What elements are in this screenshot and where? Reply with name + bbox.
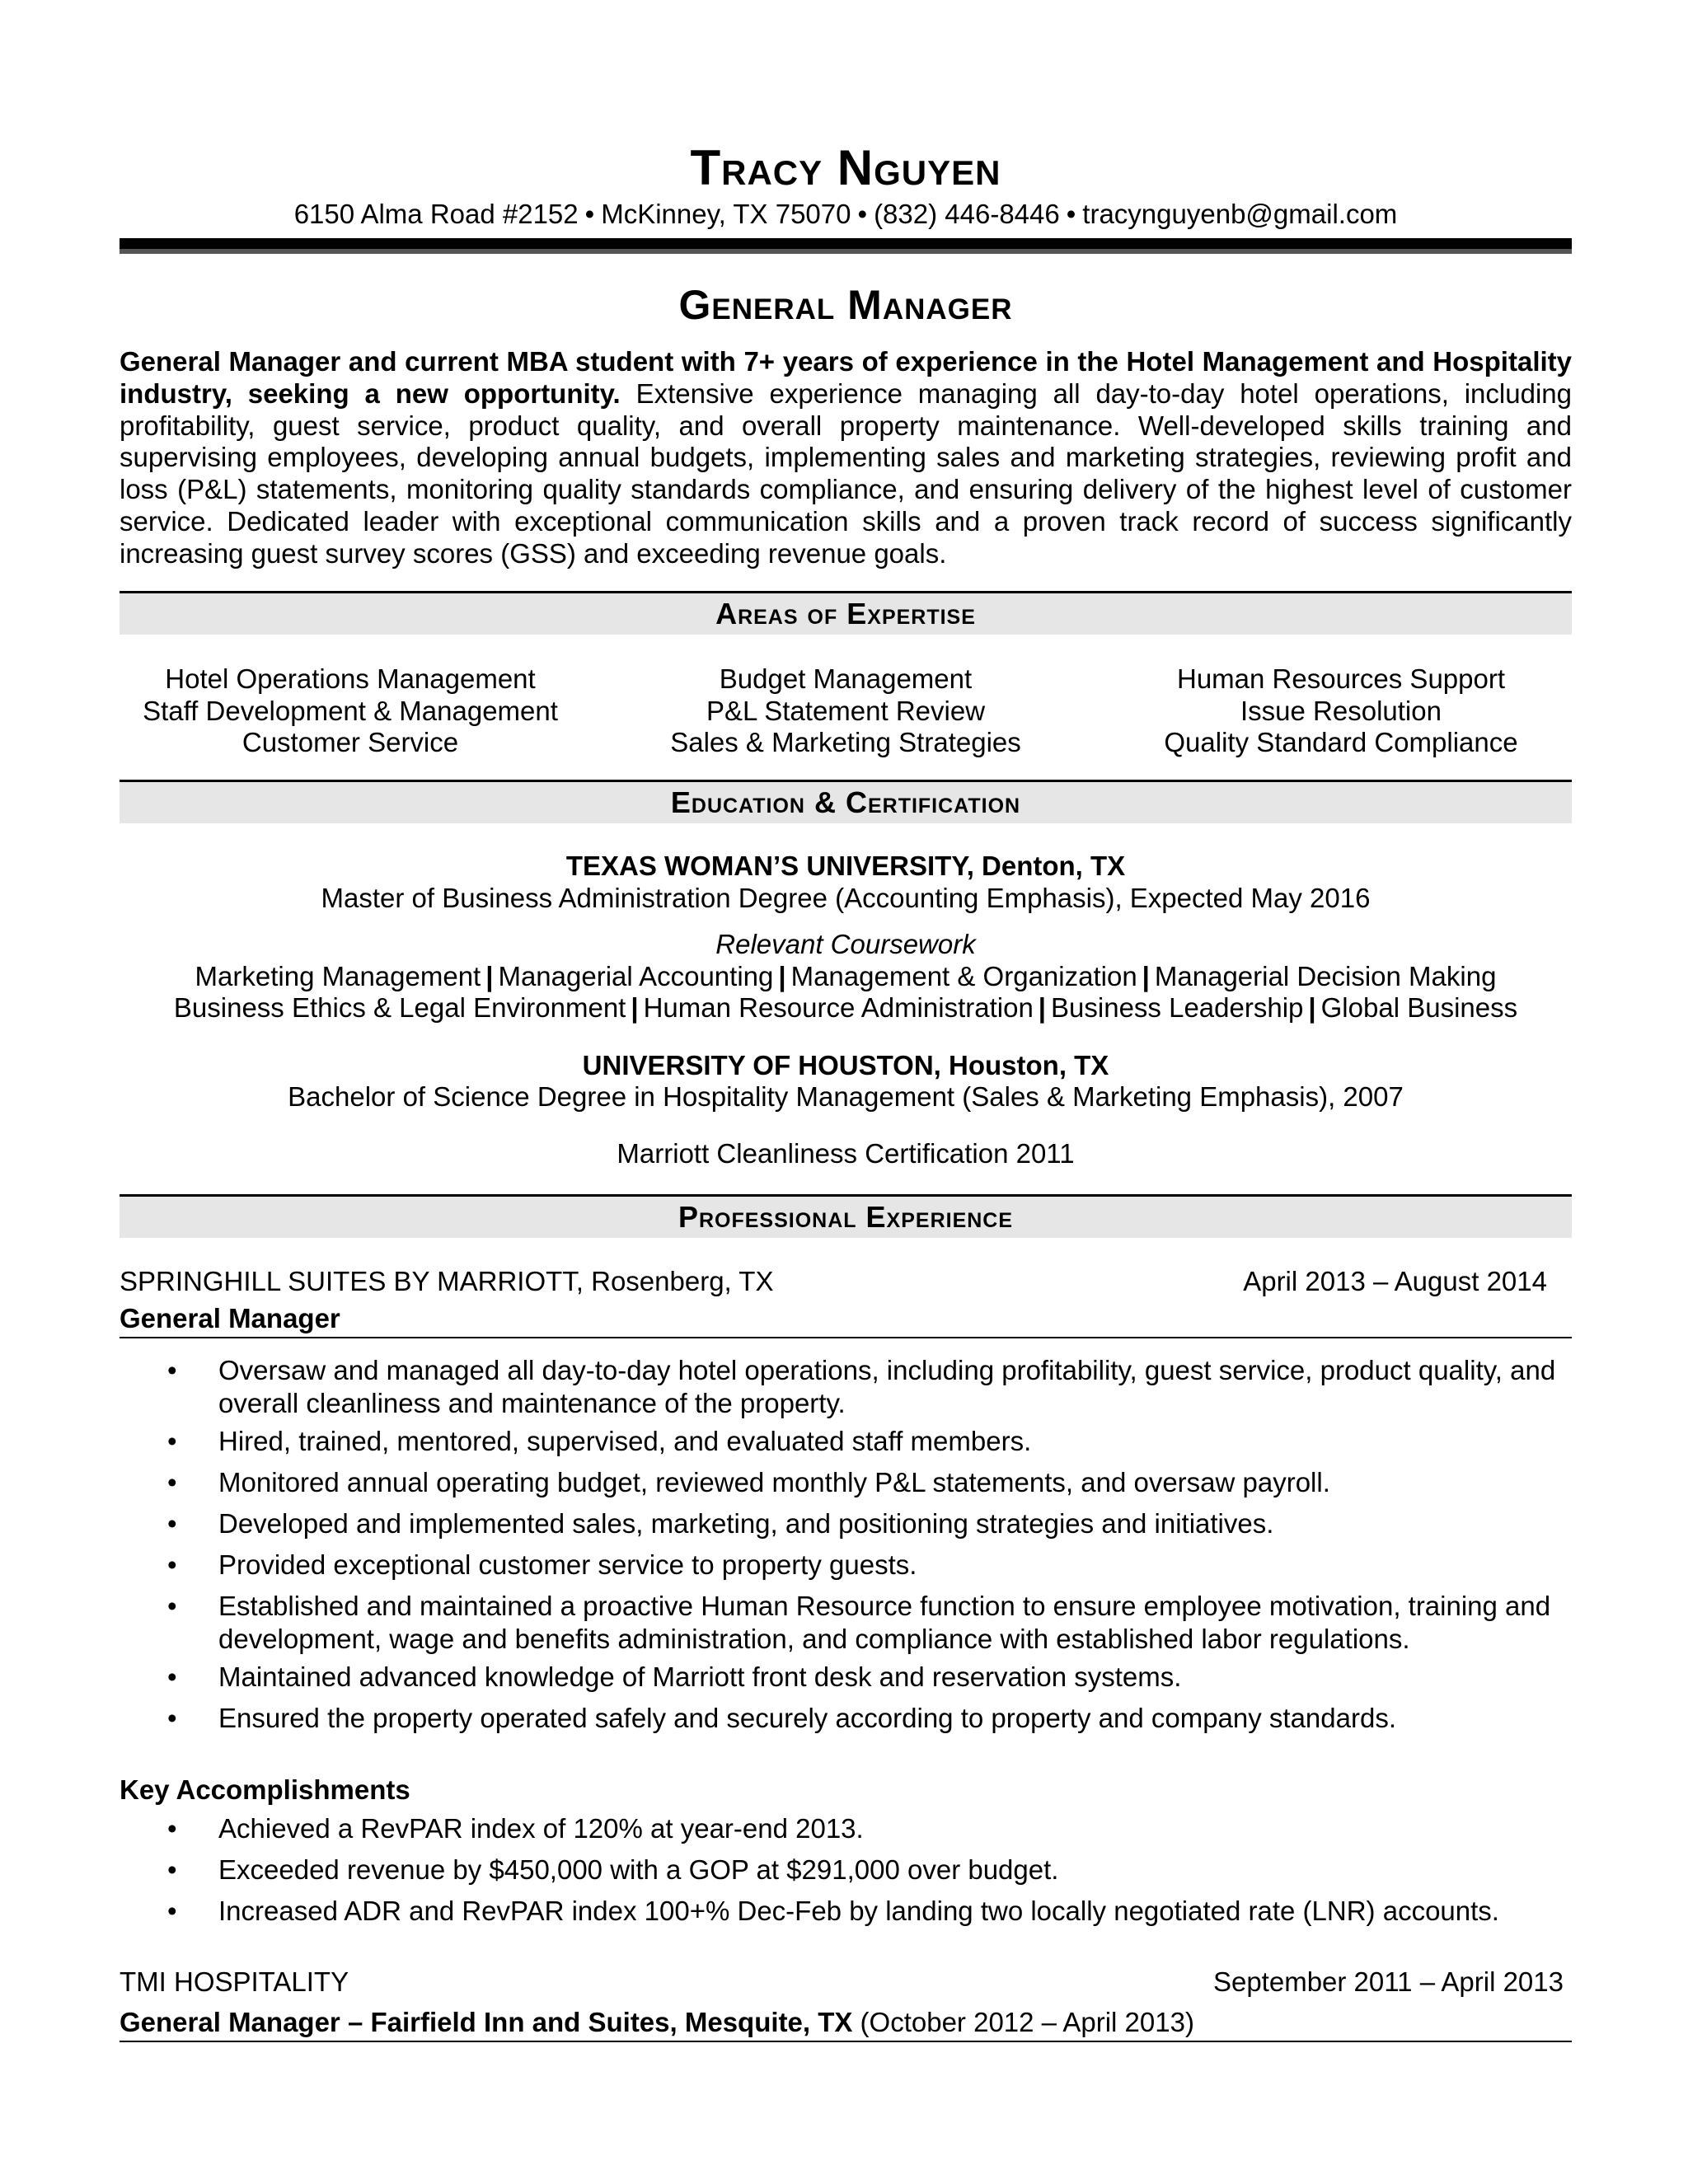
list-item: • Monitored annual operating budget, reviewed monthly P&L statements, and oversaw payroll. [167, 1467, 1330, 1497]
expertise-column [615, 663, 1076, 759]
school-name: UNIVERSITY OF HOUSTON, Houston, TX [582, 1050, 1109, 1080]
job-dates: April 2013 – August 2014 [1243, 1266, 1547, 1296]
pipe-separator: | [778, 961, 786, 991]
bullet-glyph: • [167, 1661, 177, 1692]
summary-paragraph [120, 346, 1572, 570]
pipe-separator: | [485, 961, 494, 991]
pipe-separator: | [1308, 992, 1316, 1023]
expertise-item: Human Resources Support [1176, 663, 1506, 694]
bullet-glyph: • [167, 1813, 177, 1844]
job-duties-list [120, 1354, 1572, 1735]
coursework-label: Relevant Coursework [715, 929, 976, 959]
job-dates: September 2011 – April 2013 [1212, 1966, 1564, 1997]
bullet-glyph: • [167, 1896, 177, 1926]
bullet-glyph: • [167, 1854, 177, 1885]
contact-city: McKinney, TX 75070 [601, 199, 851, 229]
expertise-item: P&L Statement Review [706, 695, 986, 726]
list-item: • Exceeded revenue by $450,000 with a GOP at $291,000 over budget. [167, 1854, 1059, 1885]
list-item: • Oversaw and managed all day-to-day hotel operations, including profitability, guest service, product quality, and overall cleanliness and maintenance of the property. [167, 1355, 1556, 1418]
course: Managerial Decision Making [1154, 961, 1497, 991]
bullet-glyph: • [167, 1508, 177, 1539]
expertise-item: Quality Standard Compliance [1164, 727, 1518, 757]
expertise-item: Sales & Marketing Strategies [670, 727, 1021, 757]
course: Business Leadership [1051, 992, 1304, 1023]
list-item: • Provided exceptional customer service to property guests. [167, 1549, 917, 1580]
list-item: • Ensured the property operated safely and securely according to property and company standards. [167, 1703, 1397, 1733]
summary-intro: General Manager and current MBA student with 7+ years of experience in the Hotel Management and Hospitality industry, seeking a new opportunity. [120, 346, 1572, 409]
contact-phone: (832) 446-8446 [874, 199, 1060, 229]
contact-address: 6150 Alma Road #2152 [293, 199, 579, 229]
list-item: • Hired, trained, mentored, supervised, and evaluated staff members. [167, 1426, 1032, 1456]
course: Management & Organization [790, 961, 1137, 991]
list-item: • Established and maintained a proactive Human Resource function to ensure employee motivation, training and development, wage and benefits administration, and compliance with established labor regulations. [167, 1591, 1551, 1654]
expertise-item: Issue Resolution [1240, 695, 1442, 726]
coursework-row [120, 960, 1572, 993]
coursework-row [120, 991, 1572, 1024]
separator: • [584, 199, 595, 229]
bullet-glyph: • [167, 1591, 177, 1621]
pipe-separator: | [1038, 992, 1047, 1023]
contact-line [120, 198, 1572, 231]
pipe-separator: | [631, 992, 639, 1023]
degree: Bachelor of Science Degree in Hospitality Management (Sales & Marketing Emphasis), 2007 [288, 1081, 1404, 1112]
expertise-item: Customer Service [241, 727, 459, 757]
job-title: General Manager [120, 1302, 1572, 1338]
section-heading-experience: Professional Experience [120, 1194, 1572, 1238]
course: Business Ethics & Legal Environment [173, 992, 626, 1023]
pipe-separator: | [1142, 961, 1150, 991]
contact-email: tracynguyenb@gmail.com [1082, 199, 1398, 229]
course: Marketing Management [195, 961, 481, 991]
resume-title: General Manager [678, 282, 1013, 328]
job-title [120, 2006, 1572, 2042]
job-title-text: General Manager – Fairfield Inn and Suites, Mesquite, TX [120, 2007, 853, 2037]
expertise-column [120, 663, 581, 759]
bullet-glyph: • [167, 1426, 177, 1456]
expertise-grid [120, 663, 1572, 759]
summary-body: Extensive experience managing all day-to-day hotel operations, including profitability, guest service, product quality, and overall property maintenance. Well-developed skills training and supervising employees, developing annual budgets, implementing sales and marketing strategies, reviewing profit and loss (P&L) statements, monitoring quality standards compliance, and ensuring delivery of the highest level of customer service. Dedicated leader with exceptional communication skills and a proven track record of success significantly increasing guest survey scores (GSS) and exceeding revenue goals. [120, 377, 1572, 569]
job-title-dates: (October 2012 – April 2013) [852, 2007, 1194, 2037]
bullet-glyph: • [167, 1467, 177, 1497]
accomplishments-list [120, 1812, 1572, 1928]
school-name: TEXAS WOMAN’S UNIVERSITY, Denton, TX [565, 851, 1126, 881]
bullet-glyph: • [167, 1355, 177, 1385]
degree: Master of Business Administration Degree (Accounting Emphasis), Expected May 2016 [321, 883, 1371, 913]
header-divider [120, 238, 1572, 254]
candidate-name: Tracy Nguyen [690, 140, 1001, 195]
list-item: • Developed and implemented sales, marketing, and positioning strategies and initiatives. [167, 1508, 1274, 1539]
company-name: TMI HOSPITALITY [120, 1966, 349, 1997]
separator: • [857, 199, 868, 229]
accomplishments-heading: Key Accomplishments [120, 1774, 410, 1805]
company-name: SPRINGHILL SUITES BY MARRIOTT, Rosenberg, TX [120, 1266, 774, 1296]
expertise-item: Hotel Operations Management [165, 663, 536, 694]
bullet-glyph: • [167, 1703, 177, 1733]
course: Global Business [1320, 992, 1518, 1023]
expertise-item: Budget Management [719, 663, 973, 694]
certification: Marriott Cleanliness Certification 2011 [617, 1138, 1075, 1169]
section-heading-expertise: Areas of Expertise [120, 591, 1572, 635]
list-item: • Maintained advanced knowledge of Marriott front desk and reservation systems. [167, 1661, 1182, 1692]
course: Managerial Accounting [498, 961, 774, 991]
course: Human Resource Administration [643, 992, 1034, 1023]
list-item: • Increased ADR and RevPAR index 100+% Dec-Feb by landing two locally negotiated rate (LNR) accounts. [167, 1896, 1499, 1926]
separator: • [1066, 199, 1076, 229]
expertise-item: Staff Development & Management [143, 695, 558, 726]
list-item: • Achieved a RevPAR index of 120% at year-end 2013. [167, 1813, 864, 1844]
bullet-glyph: • [167, 1549, 177, 1580]
section-heading-education: Education & Certification [120, 780, 1572, 823]
expertise-column [1110, 663, 1572, 759]
